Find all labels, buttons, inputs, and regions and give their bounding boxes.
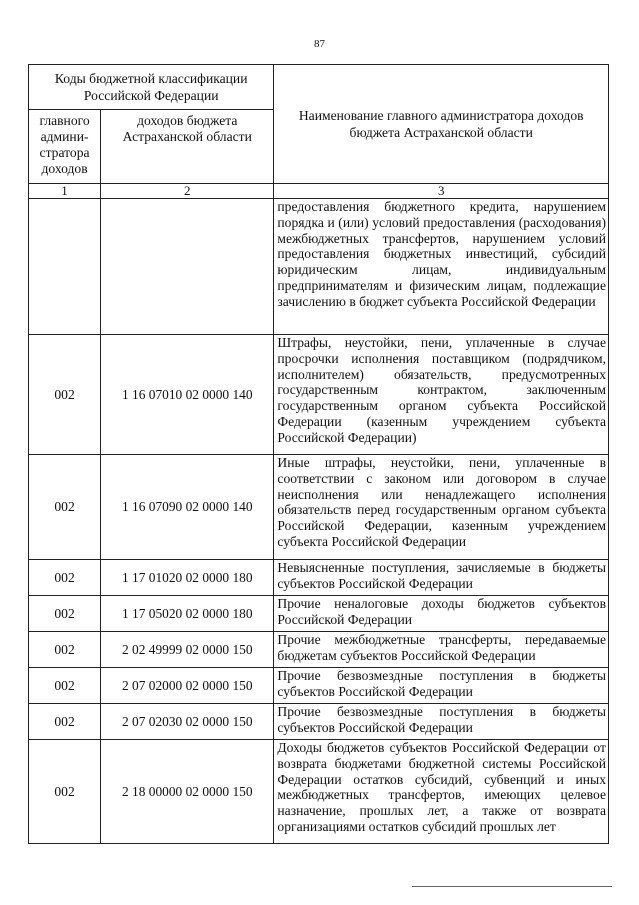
- income-code-cell: 2 18 00000 02 0000 150: [101, 740, 274, 844]
- table-row: [29, 740, 609, 844]
- codes-group-header: Коды бюджетной классификации Российской Федерации: [29, 65, 274, 110]
- admin-code-cell: 002: [29, 668, 101, 704]
- admin-code-cell: 002: [29, 455, 101, 560]
- admin-code-cell: 002: [29, 704, 101, 740]
- column-number-1: 1: [29, 184, 101, 199]
- table-row: [29, 199, 609, 335]
- table-row: [29, 455, 609, 560]
- admin-code-cell: 002: [29, 560, 101, 596]
- description-cell: Прочие безвозмездные поступления в бюджеты субъектов Российской Федерации: [274, 668, 609, 704]
- admin-code-cell: [29, 199, 101, 335]
- income-column-header: доходов бюджета Астраханской области: [101, 110, 274, 184]
- description-cell: предоставления бюджетного кредита, нарушением порядка и (или) условий предоставления (расходования) межбюджетных трансфертов, нарушением условий предоставления бюджетных инвестиций, субсидий юридическим лицам, индивидуальным предпринимателям и физическим лицам, подлежащие зачислению в бюджет субъекта Российской Федерации: [274, 199, 609, 335]
- admin-column-header: главного админи-стратора доходов: [29, 110, 101, 184]
- name-column-header: Наименование главного администратора доходов бюджета Астраханской области: [274, 65, 609, 184]
- income-code-cell: [101, 199, 274, 335]
- description-cell: Иные штрафы, неустойки, пени, уплаченные в соответствии с законом или договором в случае неисполнения или ненадлежащего исполнения обязательств перед государственным органом субъекта Российской Федерации, казенным учреждением субъекта Российской Федерации: [274, 455, 609, 560]
- description-cell: Прочие межбюджетные трансферты, передаваемые бюджетам субъектов Российской Федерации: [274, 632, 609, 668]
- scan-edge-line: [412, 886, 612, 887]
- income-code-cell: 2 07 02030 02 0000 150: [101, 704, 274, 740]
- budget-codes-table: [28, 64, 609, 844]
- income-code-cell: 1 17 05020 02 0000 180: [101, 596, 274, 632]
- table-row: [29, 704, 609, 740]
- table-row: [29, 632, 609, 668]
- admin-code-cell: 002: [29, 740, 101, 844]
- description-cell: Невыясненные поступления, зачисляемые в бюджеты субъектов Российской Федерации: [274, 560, 609, 596]
- table-row: [29, 668, 609, 704]
- income-code-cell: 1 16 07010 02 0000 140: [101, 335, 274, 455]
- admin-code-cell: 002: [29, 632, 101, 668]
- table-row: [29, 596, 609, 632]
- description-cell: Прочие неналоговые доходы бюджетов субъектов Российской Федерации: [274, 596, 609, 632]
- income-code-cell: 2 07 02000 02 0000 150: [101, 668, 274, 704]
- table-row: [29, 560, 609, 596]
- table-row: [29, 335, 609, 455]
- column-number-3: 3: [274, 184, 609, 199]
- page-number: 87: [314, 38, 325, 50]
- description-cell: Штрафы, неустойки, пени, уплаченные в случае просрочки исполнения поставщиком (подрядчиком, исполнителем) обязательств, предусмотренных государственным контрактом, заключенным государственным органом субъекта Российской Федерации (казенным учреждением субъекта Российской Федерации): [274, 335, 609, 455]
- income-code-cell: 1 17 01020 02 0000 180: [101, 560, 274, 596]
- income-code-cell: 2 02 49999 02 0000 150: [101, 632, 274, 668]
- description-cell: Прочие безвозмездные поступления в бюджеты субъектов Российской Федерации: [274, 704, 609, 740]
- admin-code-cell: 002: [29, 335, 101, 455]
- column-number-2: 2: [101, 184, 274, 199]
- income-code-cell: 1 16 07090 02 0000 140: [101, 455, 274, 560]
- admin-code-cell: 002: [29, 596, 101, 632]
- description-cell: Доходы бюджетов субъектов Российской Федерации от возврата бюджетами бюджетной системы Российской Федерации остатков субсидий, субвенций и иных межбюджетных трансфертов, имеющих целевое назначение, прошлых лет, а также от возврата организациями остатков субсидий прошлых лет: [274, 740, 609, 844]
